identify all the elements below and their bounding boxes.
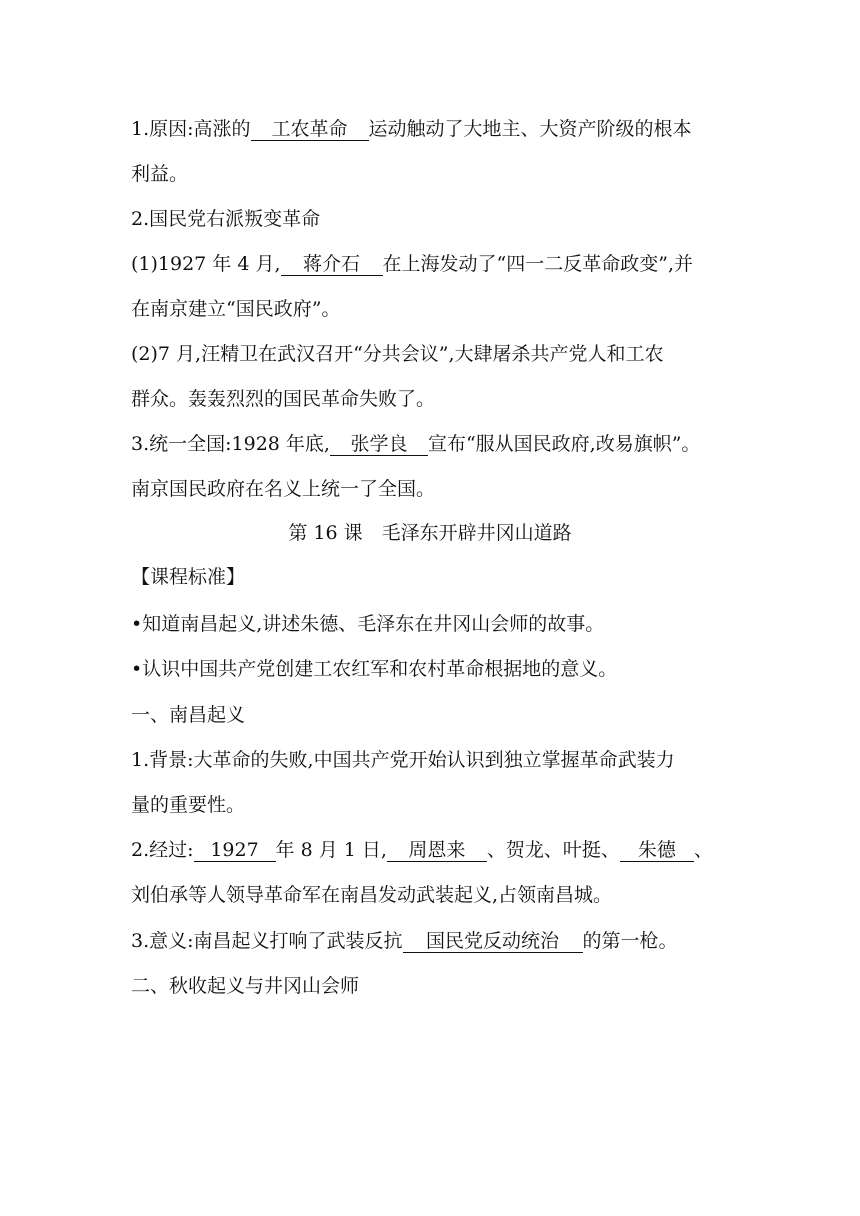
text: 的第一枪。 <box>582 930 678 952</box>
lesson-title: 第 16 课 毛泽东开辟井冈山道路 <box>288 522 572 544</box>
line-april-coup <box>131 251 741 277</box>
text: 年 8 月 1 日, <box>275 839 387 861</box>
fill-blank-answer: 张学良 <box>330 433 428 456</box>
line-significance <box>131 928 741 954</box>
text: 、贺龙、叶挺、 <box>486 839 620 861</box>
line-process <box>131 837 741 863</box>
bullet-item: •认识中国共产党创建工农红军和农村革命根据地的意义。 <box>131 658 618 680</box>
text: 2.经过: <box>131 839 194 861</box>
text: 1.原因:高涨的 <box>131 118 251 140</box>
text: 运动触动了大地主、大资产阶级的根本 <box>368 118 692 140</box>
fill-blank-answer: 工农革命 <box>251 118 369 141</box>
line-process-cont: 刘伯承等人领导革命军在南昌发动武装起义,占领南昌城。 <box>131 884 613 906</box>
line-background: 1.背景:大革命的失败,中国共产党开始认识到独立掌握革命武装力 <box>131 749 675 771</box>
line-cause-cont: 利益。 <box>131 163 189 185</box>
text: 3.统一全国:1928 年底, <box>131 433 330 455</box>
bullet-item: •知道南昌起义,讲述朱德、毛泽东在井冈山会师的故事。 <box>131 613 605 635</box>
line-unification <box>131 431 741 457</box>
text: 、 <box>693 839 713 861</box>
text: 宣布“服从国民政府,改易旗帜”。 <box>427 433 701 455</box>
heading-nanchang-uprising: 一、南昌起义 <box>131 704 246 726</box>
heading-kmt-betrayal: 2.国民党右派叛变革命 <box>131 208 321 230</box>
text: 3.意义:南昌起义打响了武装反抗 <box>131 930 403 952</box>
heading-curriculum-standard: 【课程标准】 <box>131 566 246 588</box>
line-july-meeting: (2)7 月,汪精卫在武汉召开“分共会议”,大肆屠杀共产党人和工农 <box>131 343 664 365</box>
line-cause <box>131 116 741 142</box>
fill-blank-answer: 1927 <box>194 839 276 862</box>
text: 在上海发动了“四一二反革命政变”,并 <box>382 253 693 275</box>
line-unification-cont: 南京国民政府在名义上统一了全国。 <box>131 478 436 500</box>
line-april-coup-cont: 在南京建立“国民政府”。 <box>131 298 341 320</box>
fill-blank-answer: 蒋介石 <box>281 253 383 276</box>
line-background-cont: 量的重要性。 <box>131 794 246 816</box>
fill-blank-answer: 国民党反动统治 <box>403 930 583 953</box>
text: (1)1927 年 4 月, <box>131 253 281 275</box>
line-july-meeting-cont: 群众。轰轰烈烈的国民革命失败了。 <box>131 388 436 410</box>
fill-blank-answer: 朱德 <box>620 839 694 862</box>
heading-autumn-harvest-uprising: 二、秋收起义与井冈山会师 <box>131 975 360 997</box>
fill-blank-answer: 周恩来 <box>387 839 487 862</box>
